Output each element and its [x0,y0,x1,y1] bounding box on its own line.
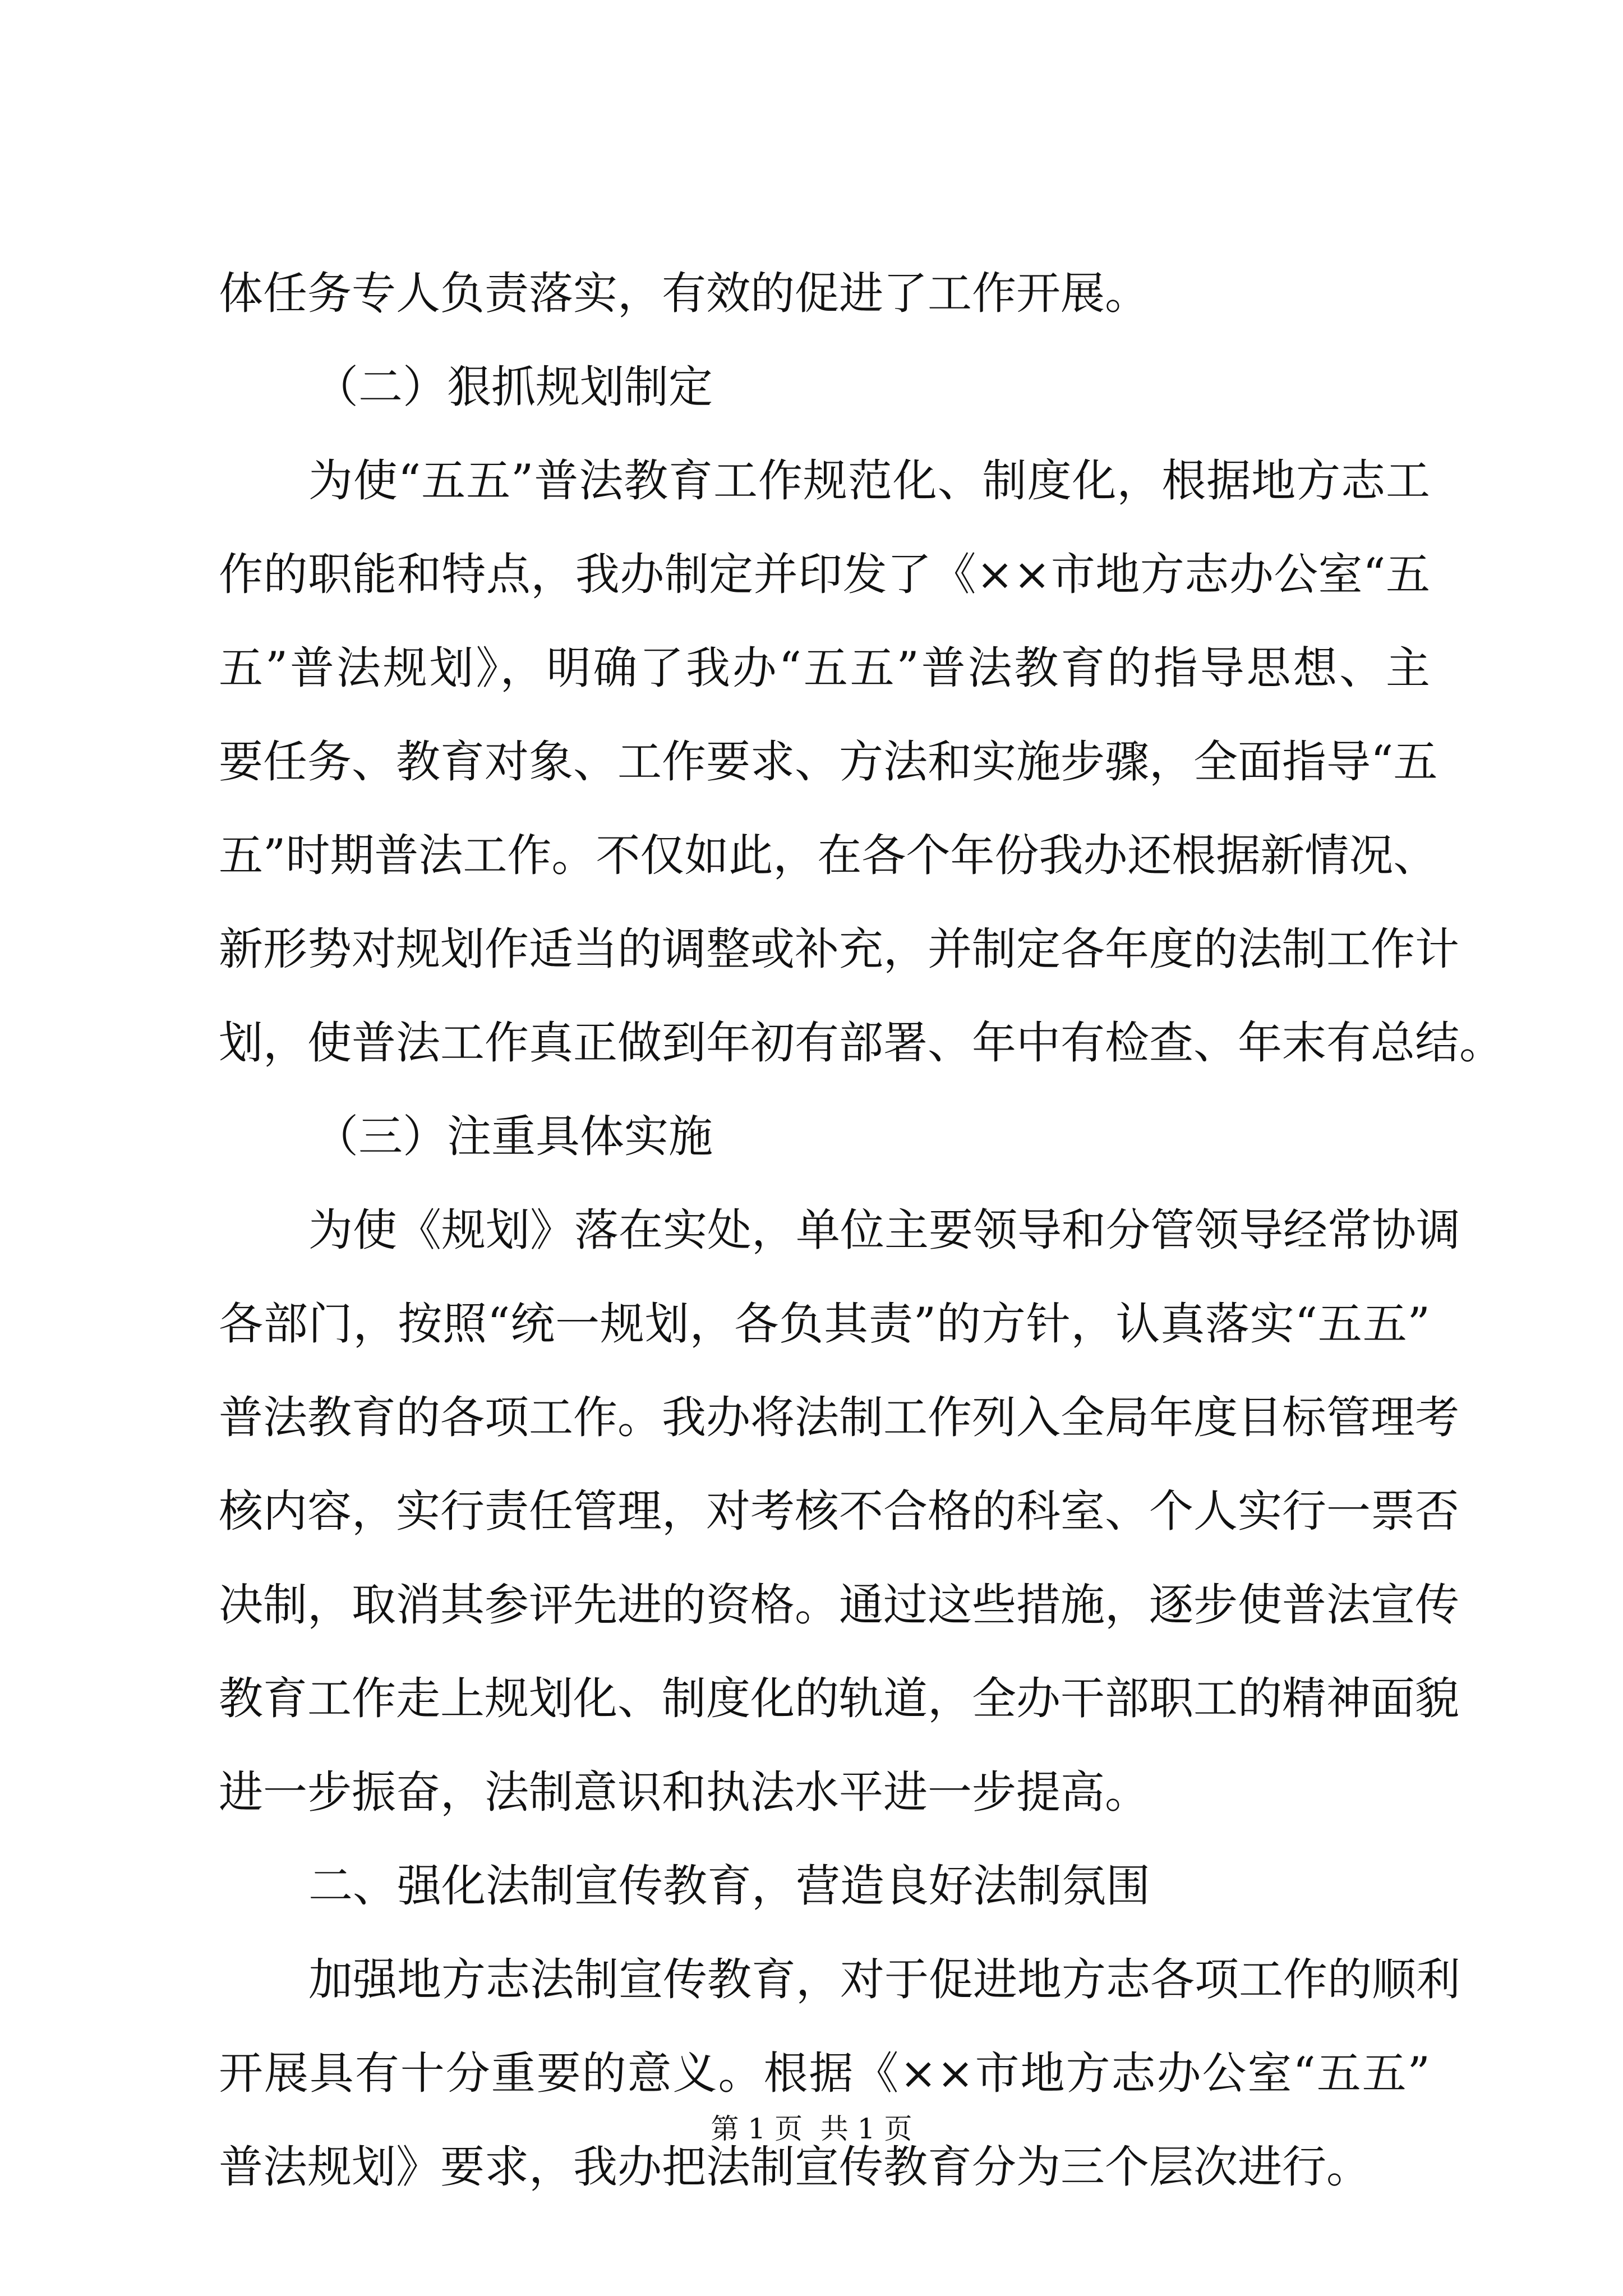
paragraph-line: 加强地方志法制宣传教育，对于促进地方志各项工作的顺利 [308,1954,1460,2005]
paragraph-line: 普法规划》要求，我办把法制宣传教育分为三个层次进行。 [219,2141,1371,2193]
paragraph-line: 进一步振奋，法制意识和执法水平进一步提高。 [219,1766,1149,1818]
paragraph-line: 为使《规划》落在实处，单位主要领导和分管领导经常协调 [308,1204,1460,1256]
paragraph-line: 五”时期普法工作。不仅如此，在各个年份我办还根据新情况、 [219,830,1438,881]
paragraph-line: 五”普法规划》，明确了我办“五五”普法教育的指导思想、主 [219,642,1430,694]
paragraph-line: 教育工作走上规划化、制度化的轨道，全办干部职工的精神面貌 [219,1673,1459,1724]
paragraph-line: 体任务专人负责落实，有效的促进了工作开展。 [219,268,1149,319]
section-heading: 二、强化法制宣传教育，营造良好法制氛围 [308,1860,1150,1912]
section-heading: （三）注重具体实施 [314,1111,713,1162]
section-heading: （二）狠抓规划制定 [314,361,713,413]
paragraph-line: 开展具有十分重要的意义。根据《××市地方志办公室“五五” [219,2047,1430,2099]
paragraph-line: 要任务、教育对象、工作要求、方法和实施步骤，全面指导“五 [219,736,1438,788]
paragraph-line: 新形势对规划作适当的调整或补充，并制定各年度的法制工作计 [219,923,1459,975]
paragraph-line: 各部门，按照“统一规划，各负其责”的方针，认真落实“五五” [219,1298,1430,1350]
page-footer [0,2109,1623,2148]
paragraph-line: 作的职能和特点，我办制定并印发了《××市地方志办公室“五 [219,549,1430,600]
paragraph-line: 划，使普法工作真正做到年初有部署、年中有检查、年末有总结。 [219,1017,1504,1069]
paragraph-line: 决制，取消其参评先进的资格。通过这些措施，逐步使普法宣传 [219,1579,1459,1631]
paragraph-line: 核内容，实行责任管理，对考核不合格的科室、个人实行一票否 [219,1485,1459,1537]
paragraph-line: 为使“五五”普法教育工作规范化、制度化，根据地方志工 [308,455,1430,507]
document-body [219,247,1504,2214]
page-number-label: 第 1 页 共 1 页 [711,2113,912,2145]
paragraph-line: 普法教育的各项工作。我办将法制工作列入全局年度目标管理考 [219,1392,1459,1443]
